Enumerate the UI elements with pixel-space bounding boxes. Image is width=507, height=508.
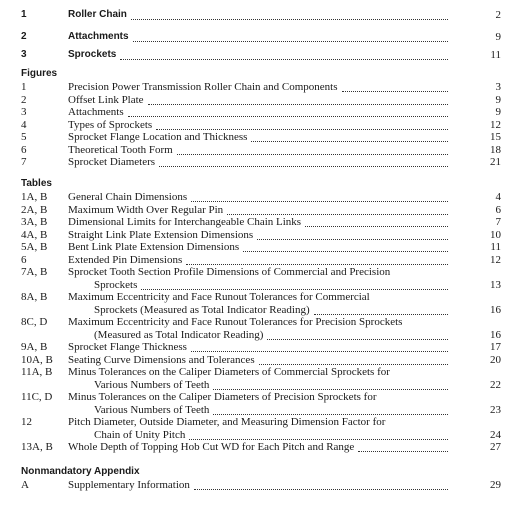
table-title-line: Maximum Eccentricity and Face Runout Tolerances for Precision Sprockets (68, 316, 403, 328)
figure-page-number: 9 (495, 93, 501, 106)
table-title-line: Dimensional Limits for Interchangeable Chain Links (68, 216, 302, 228)
table-number: 12 (21, 416, 32, 428)
table-title-line: Maximum Width Over Regular Pin (68, 203, 224, 216)
table-page-number: 22 (490, 378, 501, 391)
figure-page-number: 9 (495, 106, 501, 118)
table-entry (0, 265, 507, 291)
figure-entry (0, 155, 507, 169)
table-title-line: Sprockets (Measured as Total Indicator Reading) (94, 303, 310, 316)
section-number: 1 (21, 9, 27, 20)
table-page-number: 23 (490, 403, 501, 416)
figure-title-line: Sprocket Diameters (68, 156, 156, 168)
table-title-line: Extended Pin Dimensions (68, 253, 183, 266)
table-page-number: 6 (495, 203, 501, 216)
table-number: 7A, B (21, 266, 48, 278)
table-page-number: 13 (490, 278, 501, 291)
section-entry (0, 48, 507, 62)
table-page-number: 16 (490, 328, 501, 341)
section-title: Roller Chain (68, 9, 127, 20)
figure-number: 2 (21, 93, 27, 106)
section-title: Sprockets (68, 49, 117, 60)
section-entry (0, 8, 507, 22)
table-page-number: 11 (490, 241, 501, 253)
table-page-number: 17 (490, 341, 501, 353)
figure-title-line: Sprocket Flange Location and Thickness (68, 131, 248, 143)
table-number: 8A, B (21, 291, 48, 303)
table-number: 13A, B (21, 441, 53, 453)
table-title-line: Minus Tolerances on the Caliper Diameters of Commercial Sprockets for (68, 366, 390, 378)
tables-heading: Tables (21, 178, 52, 189)
table-entry (0, 315, 507, 341)
figure-page-number: 12 (490, 118, 501, 131)
section-entry (0, 30, 507, 44)
dot-leader (120, 58, 448, 60)
table-number: 11C, D (21, 391, 53, 403)
figure-page-number: 18 (490, 143, 501, 156)
figures-heading: Figures (21, 68, 58, 79)
table-title-line: Straight Link Plate Extension Dimensions (68, 228, 254, 241)
table-number: 11A, B (21, 366, 53, 378)
table-number: 2A, B (21, 203, 48, 216)
table-number: 9A, B (21, 341, 48, 353)
table-entry (0, 290, 507, 316)
table-title-line: Various Numbers of Teeth (94, 403, 210, 416)
table-page-number: 27 (490, 441, 501, 453)
dot-leader (133, 40, 448, 42)
figure-number: 7 (21, 156, 27, 168)
table-title-line: Minus Tolerances on the Caliper Diameters of Precision Sprockets for (68, 391, 377, 403)
table-number: 10A, B (21, 353, 53, 366)
figure-number: 6 (21, 143, 27, 156)
figure-page-number: 3 (495, 81, 501, 93)
table-number: 4A, B (21, 228, 48, 241)
dot-leader (194, 488, 448, 490)
figure-title-line: Types of Sprockets (68, 118, 153, 131)
table-title-line: Chain of Unity Pitch (94, 428, 186, 441)
table-entry (0, 440, 507, 454)
table-title-line: Sprockets (94, 278, 138, 291)
table-page-number: 16 (490, 303, 501, 316)
table-page-number: 10 (490, 228, 501, 241)
figure-number: 3 (21, 106, 27, 118)
table-title-line: Sprocket Tooth Section Profile Dimensions of Commercial and Precision (68, 266, 391, 278)
table-entry (0, 390, 507, 416)
table-number: 6 (21, 253, 27, 266)
section-number: 2 (21, 31, 27, 42)
section-title: Attachments (68, 31, 129, 42)
section-number: 3 (21, 49, 27, 60)
table-page-number: 7 (495, 216, 501, 228)
table-page-number: 4 (495, 191, 501, 203)
table-entry (0, 365, 507, 391)
appendix-page-number: 29 (490, 479, 501, 491)
appendix-entry (0, 478, 507, 492)
table-title-line: Seating Curve Dimensions and Tolerances (68, 353, 255, 366)
figure-title-line: Theoretical Tooth Form (68, 143, 173, 156)
table-title-line: Various Numbers of Teeth (94, 378, 210, 391)
appendix-title-line: Supplementary Information (68, 479, 190, 491)
section-page-number: 11 (490, 49, 501, 61)
appendix-number: A (21, 479, 29, 491)
figure-number: 4 (21, 118, 27, 131)
table-title-line: (Measured as Total Indicator Reading) (94, 328, 264, 341)
table-title-line: General Chain Dimensions (68, 191, 188, 203)
table-number: 8C, D (21, 316, 48, 328)
dot-leader (131, 18, 448, 20)
table-title-line: Pitch Diameter, Outside Diameter, and Measuring Dimension Factor for (68, 416, 386, 428)
table-title-line: Sprocket Flange Thickness (68, 341, 187, 353)
section-page-number: 9 (495, 31, 501, 43)
table-title-line: Maximum Eccentricity and Face Runout Tolerances for Commercial (68, 291, 370, 303)
table-number: 3A, B (21, 216, 48, 228)
appendix-heading: Nonmandatory Appendix (21, 466, 140, 477)
figure-title-line: Precision Power Transmission Roller Chain and Components (68, 81, 338, 93)
section-page-number: 2 (495, 9, 501, 21)
table-page-number: 12 (490, 253, 501, 266)
table-number: 5A, B (21, 241, 48, 253)
figure-page-number: 21 (490, 156, 501, 168)
table-number: 1A, B (21, 191, 48, 203)
table-title-line: Whole Depth of Topping Hob Cut WD for Each Pitch and Range (68, 441, 355, 453)
figure-number: 5 (21, 131, 27, 143)
figure-page-number: 15 (490, 131, 501, 143)
dot-leader (159, 165, 448, 167)
figure-title-line: Offset Link Plate (68, 93, 144, 106)
figure-title-line: Attachments (68, 106, 124, 118)
table-entry (0, 415, 507, 441)
table-page-number: 20 (490, 353, 501, 366)
figure-number: 1 (21, 81, 27, 93)
table-page-number: 24 (490, 428, 501, 441)
dot-leader (358, 450, 448, 452)
table-title-line: Bent Link Plate Extension Dimensions (68, 241, 240, 253)
